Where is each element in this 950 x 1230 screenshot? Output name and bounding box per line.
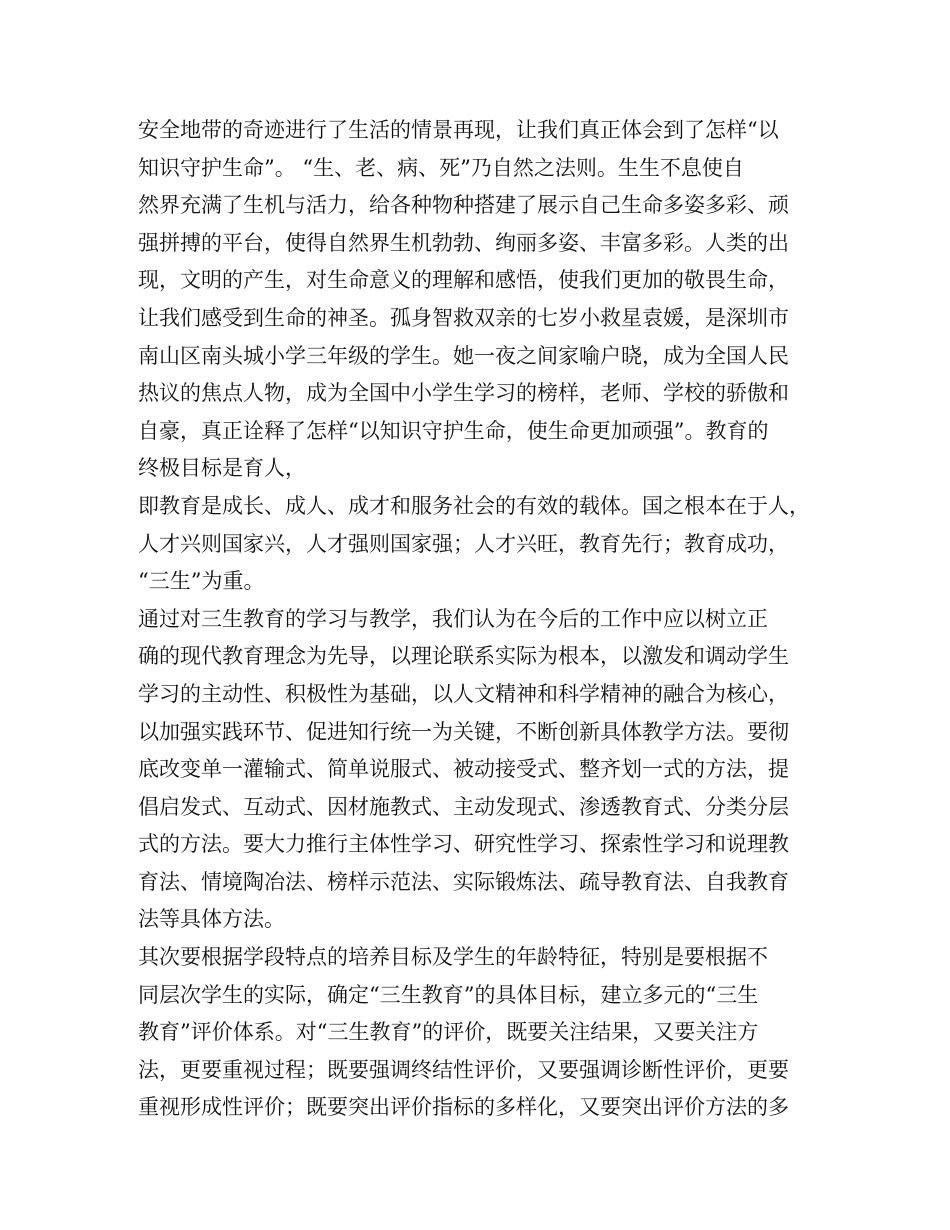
text-line: 教育”评价体系。对“三生教育”的评价，既要关注结果，又要关注方 [138, 1020, 759, 1045]
text-line: 通过对三生教育的学习与教学，我们认为在今后的工作中应以树立正 [138, 606, 768, 631]
text-line: 知识守护生命”。 “生、老、病、死”乃自然之法则。生生不息使自 [138, 155, 744, 180]
text-line: 其次要根据学段特点的培养目标及学生的年龄特征，特别是要根据不 [138, 945, 768, 970]
text-line: 终极目标是育人， [138, 456, 306, 481]
text-line: 学习的主动性、积极性为基础，以人文精神和科学精神的融合为核心， [138, 681, 789, 706]
text-line: 育法、情境陶冶法、榜样示范法、实际锻炼法、疏导教育法、自我教育 [138, 869, 789, 894]
body-text [138, 112, 838, 1127]
text-line: 南山区南头城小学三年级的学生。她一夜之间家喻户晓，成为全国人民 [138, 343, 789, 368]
text-line: 人才兴则国家兴，人才强则国家强；人才兴旺，教育先行；教育成功， [138, 531, 789, 556]
text-line: 以加强实践环节、促进知行统一为关键，不断创新具体教学方法。要彻 [138, 719, 789, 744]
text-line: 式的方法。要大力推行主体性学习、研究性学习、探索性学习和说理教 [138, 832, 789, 857]
text-line: 热议的焦点人物，成为全国中小学生学习的榜样，老师、学校的骄傲和 [138, 381, 789, 406]
text-line: 安全地带的奇迹进行了生活的情景再现，让我们真正体会到了怎样“以 [138, 118, 779, 142]
text-line: 法等具体方法。 [138, 907, 285, 932]
text-line: 即教育是成长、成人、成才和服务社会的有效的载体。国之根本在于人， [138, 493, 810, 518]
text-line: 现，文明的产生，对生命意义的理解和感悟，使我们更加的敬畏生命， [138, 268, 789, 293]
text-line: 确的现代教育理念为先导，以理论联系实际为根本，以激发和调动学生 [138, 644, 789, 669]
text-line: 自豪，真正诠释了怎样“以知识守护生命，使生命更加顽强”。教育的 [138, 418, 769, 443]
text-line: 让我们感受到生命的神圣。孤身智救双亲的七岁小救星袁媛，是深圳市 [138, 305, 789, 330]
text-line: 重视形成性评价；既要突出评价指标的多样化，又要突出评价方法的多 [138, 1095, 789, 1120]
text-line: 然界充满了生机与活力，给各种物种搭建了展示自己生命多姿多彩、顽 [138, 193, 789, 218]
text-line: 倡启发式、互动式、因材施教式、主动发现式、渗透教育式、分类分层 [138, 794, 789, 819]
text-line: 底改变单一灌输式、简单说服式、被动接受式、整齐划一式的方法，提 [138, 757, 789, 782]
text-line: “三生”为重。 [138, 569, 265, 594]
text-line: 同层次学生的实际，确定“三生教育”的具体目标，建立多元的“三生 [138, 982, 759, 1007]
text-line: 法，更要重视过程；既要强调终结性评价，又要强调诊断性评价，更要 [138, 1057, 789, 1082]
text-line: 强拼搏的平台，使得自然界生机勃勃、绚丽多姿、丰富多彩。人类的出 [138, 230, 789, 255]
